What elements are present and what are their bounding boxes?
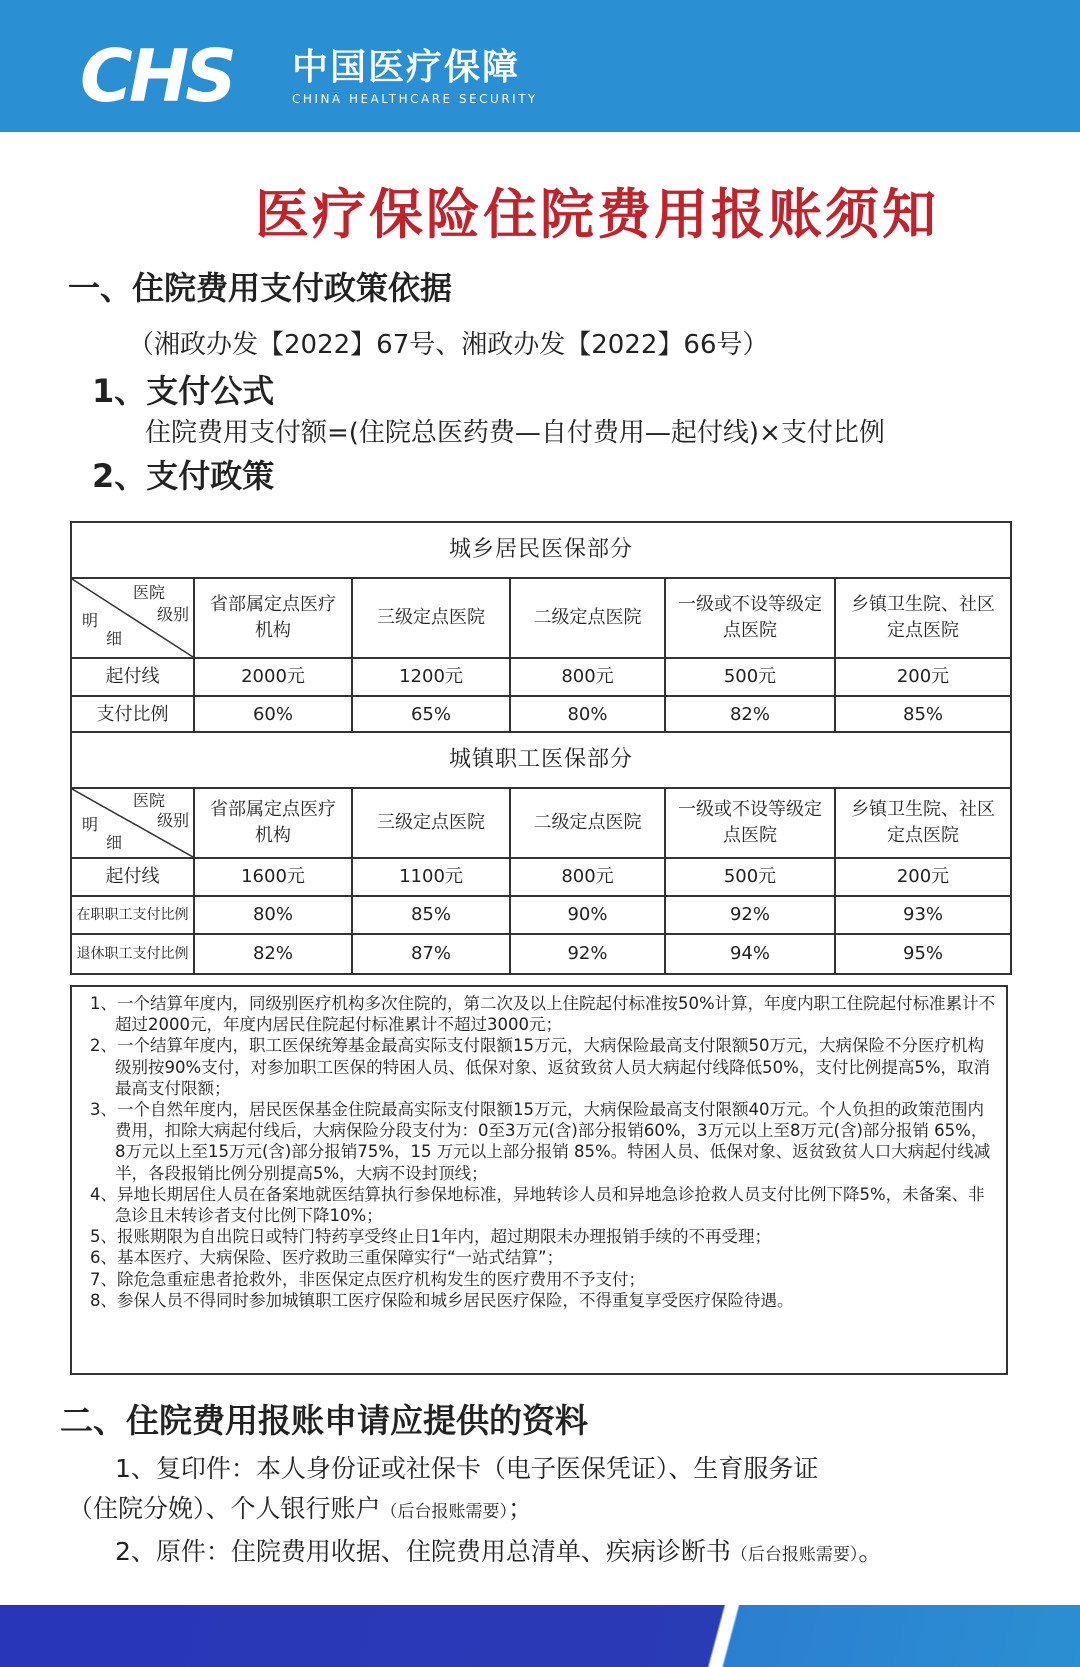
table-row	[71, 696, 1011, 734]
column-header: 一级或不设等级定点医院	[665, 578, 835, 658]
row-label: 起付线	[71, 858, 194, 896]
formula-heading: 1、支付公式	[92, 372, 275, 410]
corner-bottom2: 细	[106, 833, 123, 852]
documents-item2-end: 。	[858, 1537, 884, 1566]
corner-top1: 医院	[132, 583, 165, 602]
table-cell: 80%	[194, 896, 352, 934]
row-label: 起付线	[71, 658, 194, 696]
corner-top1: 医院	[132, 791, 165, 810]
table-cell: 2000元	[194, 658, 352, 696]
column-header: 乡镇卫生院、社区定点医院	[835, 578, 1011, 658]
table-cell: 200元	[835, 658, 1011, 696]
page-title: 医疗保险住院费用报账须知	[255, 182, 939, 246]
logo-cn-text: 中国医疗保障	[292, 47, 521, 88]
table-cell: 94%	[665, 934, 835, 974]
resident-section-title: 城乡居民医保部分	[71, 522, 1011, 578]
note-item: 4、异地长期居住人员在备案地就医结算执行参保地标准，异地转诊人员和异地急诊抢救人员支付比例下降5%，未备案、非急诊且未转诊者支付比例下降10%；	[90, 1184, 985, 1226]
documents-item1-end: ；	[508, 1494, 534, 1523]
column-header: 省部属定点医疗机构	[194, 788, 352, 858]
corner-top2: 级别	[156, 605, 189, 624]
table-row	[71, 658, 1011, 696]
table-cell: 82%	[665, 696, 835, 734]
table-cell: 200元	[835, 858, 1011, 896]
documents-item1-cont	[68, 1492, 533, 1529]
table-cell: 60%	[194, 696, 352, 734]
policy-heading: 2、支付政策	[92, 457, 275, 495]
column-header: 二级定点医院	[510, 578, 665, 658]
table-cell: 90%	[510, 896, 665, 934]
table-cell: 87%	[352, 934, 510, 974]
table-cell: 500元	[665, 658, 835, 696]
corner-header-cell	[71, 788, 194, 858]
table-cell: 85%	[835, 696, 1011, 734]
table-cell: 1100元	[352, 858, 510, 896]
note-item: 5、报账期限为自出院日或特门特药享受终止日1年内，超过期限未办理报销手续的不再受理；	[90, 1227, 771, 1247]
column-header: 乡镇卫生院、社区定点医院	[835, 788, 1011, 858]
row-label: 退休职工支付比例	[71, 934, 194, 974]
employee-rate-table	[70, 731, 1012, 975]
table-cell: 93%	[835, 896, 1011, 934]
section1-heading: 一、住院费用支付政策依据	[68, 269, 453, 307]
table-cell: 80%	[510, 696, 665, 734]
table-row	[71, 934, 1011, 974]
column-header: 三级定点医院	[352, 578, 510, 658]
logo-en-text: CHINA HEALTHCARE SECURITY	[292, 92, 538, 106]
note-item: 7、除危急重症患者抢救外，非医保定点医疗机构发生的医疗费用不予支付；	[90, 1269, 645, 1289]
policy-basis: （湘政办发【2022】67号、湘政办发【2022】66号）	[128, 330, 769, 360]
column-header: 省部属定点医疗机构	[194, 578, 352, 658]
table-cell: 1200元	[352, 658, 510, 696]
table-row	[71, 858, 1011, 896]
header-banner	[0, 0, 1080, 132]
payment-formula: 住院费用支付额=(住院总医药费—自付费用—起付线)×支付比例	[145, 418, 885, 448]
section2-heading: 二、住院费用报账申请应提供的资料	[60, 1401, 588, 1440]
note-item: 8、参保人员不得同时参加城镇职工医疗保险和城乡居民医疗保险，不得重复享受医疗保险待遇。	[90, 1290, 794, 1310]
table-cell: 92%	[665, 896, 835, 934]
table-cell: 92%	[510, 934, 665, 974]
column-header: 一级或不设等级定点医院	[665, 788, 835, 858]
corner-bottom1: 明	[82, 815, 99, 834]
chs-logo: CHS	[80, 34, 233, 118]
documents-item1: 1、复印件：本人身份证或社保卡（电子医保凭证）、生育服务证	[115, 1454, 819, 1483]
table-cell: 82%	[194, 934, 352, 974]
column-header: 三级定点医院	[352, 788, 510, 858]
employee-section-title: 城镇职工医保部分	[71, 732, 1011, 788]
table-cell: 800元	[510, 858, 665, 896]
table-cell: 95%	[835, 934, 1011, 974]
column-header: 二级定点医院	[510, 788, 665, 858]
corner-bottom1: 明	[82, 611, 99, 630]
table-cell: 65%	[352, 696, 510, 734]
note-item: 6、基本医疗、大病保险、医疗救助三重保障实行“一站式结算”；	[90, 1248, 564, 1268]
documents-item2-text: 2、原件：住院费用收据、住院费用总清单、疾病诊断书	[115, 1537, 731, 1566]
table-row	[71, 896, 1011, 934]
table-cell: 800元	[510, 658, 665, 696]
note-item: 1、一个结算年度内，同级别医疗机构多次住院的，第二次及以上住院起付标准按50%计算，年度内职工住院起付标准累计不超过2000元，年度内居民住院起付标准累计不超过3000元；	[90, 994, 996, 1035]
documents-item2	[115, 1535, 883, 1572]
table-cell: 500元	[665, 858, 835, 896]
note-item: 2、一个结算年度内，职工医保统筹基金最高实际支付限额15万元，大病保险最高支付限额50万元，大病保险不分医疗机构级别按90%支付，对参加职工医保的特困人员、低保对象、返贫致贫人员大病起付线降低50%，支付比例提高5%，取消最高支付限额；	[90, 1036, 991, 1098]
footer-banner	[0, 1605, 1080, 1667]
note-item: 3、一个自然年度内，居民医保基金住院最高实际支付限额15万元，大病保险最高支付限额40万元。个人负担的政策范围内费用，扣除大病起付线后，大病保险分段支付为：0至3万元(含)部分报销60%，3万元以上至8万元(含)部分报销 65%，8万元以上至15万元(含)部分报销75%，15 万元以上部分报销 85%。特困人员、低保对象、返贫致贫人口大病起付线减半，各段报销比例分别提高5%，大病不设封顶线；	[90, 1100, 991, 1183]
corner-header-cell	[71, 578, 194, 658]
documents-item2-note: （后台报账需要）	[730, 1545, 859, 1565]
table-cell: 85%	[352, 896, 510, 934]
policy-notes	[70, 985, 1008, 1375]
row-label: 支付比例	[71, 696, 194, 734]
corner-top2: 级别	[156, 811, 189, 830]
row-label: 在职职工支付比例	[71, 896, 194, 934]
corner-bottom2: 细	[106, 629, 123, 648]
documents-item1-text: （住院分娩）、个人银行账户	[68, 1494, 381, 1523]
resident-rate-table	[70, 521, 1012, 735]
table-cell: 1600元	[194, 858, 352, 896]
documents-item1-note: （后台报账需要）	[380, 1502, 509, 1522]
